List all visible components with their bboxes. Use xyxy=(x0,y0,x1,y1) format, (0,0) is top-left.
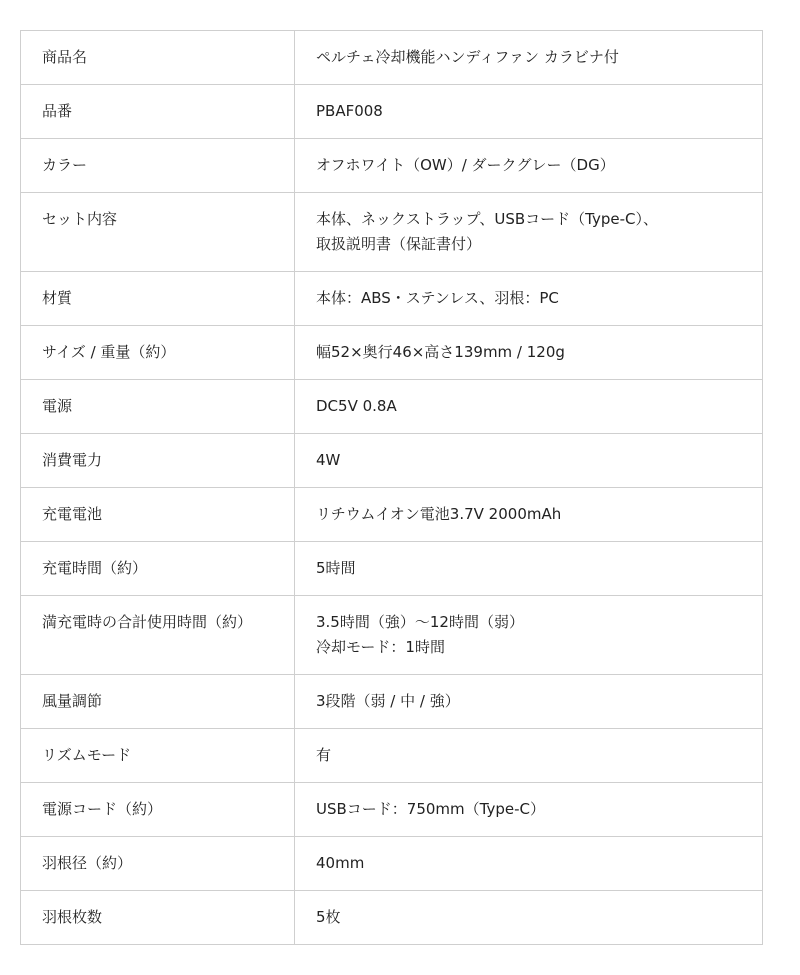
spec-label: 品番 xyxy=(21,85,295,139)
spec-label: 電源 xyxy=(21,380,295,434)
spec-value: リチウムイオン電池3.7V 2000mAh xyxy=(295,488,763,542)
spec-row-size-weight xyxy=(21,326,763,380)
spec-value: USBコード：750mm（Type-C） xyxy=(295,783,763,837)
spec-row-color xyxy=(21,139,763,193)
spec-label: カラー xyxy=(21,139,295,193)
product-spec-table xyxy=(20,30,763,945)
spec-row-material xyxy=(21,272,763,326)
spec-row-power-source xyxy=(21,380,763,434)
spec-row-product-name xyxy=(21,31,763,85)
spec-value: 5時間 xyxy=(295,542,763,596)
spec-row-blade-diameter xyxy=(21,837,763,891)
spec-label: 風量調節 xyxy=(21,675,295,729)
spec-value: DC5V 0.8A xyxy=(295,380,763,434)
spec-label: 充電電池 xyxy=(21,488,295,542)
spec-label: サイズ / 重量（約） xyxy=(21,326,295,380)
spec-label: 材質 xyxy=(21,272,295,326)
spec-label: 電源コード（約） xyxy=(21,783,295,837)
spec-row-package-contents xyxy=(21,193,763,272)
spec-value: 4W xyxy=(295,434,763,488)
spec-value: 有 xyxy=(295,729,763,783)
spec-label: 羽根径（約） xyxy=(21,837,295,891)
spec-row-model-number xyxy=(21,85,763,139)
spec-value: ペルチェ冷却機能ハンディファン カラビナ付 xyxy=(295,31,763,85)
spec-row-power-consumption xyxy=(21,434,763,488)
spec-row-charging-time xyxy=(21,542,763,596)
spec-row-airflow-settings xyxy=(21,675,763,729)
spec-label: セット内容 xyxy=(21,193,295,272)
spec-value: 本体：ABS・ステンレス、羽根：PC xyxy=(295,272,763,326)
spec-value: 3.5時間（強）〜12時間（弱） 冷却モード：1時間 xyxy=(295,596,763,675)
spec-value: 5枚 xyxy=(295,891,763,945)
spec-value: 40mm xyxy=(295,837,763,891)
spec-label: リズムモード xyxy=(21,729,295,783)
spec-label: 商品名 xyxy=(21,31,295,85)
spec-row-usage-time xyxy=(21,596,763,675)
spec-label: 羽根枚数 xyxy=(21,891,295,945)
spec-value: 幅52×奥行46×高さ139mm / 120g xyxy=(295,326,763,380)
spec-value: PBAF008 xyxy=(295,85,763,139)
spec-row-battery xyxy=(21,488,763,542)
spec-row-power-cord xyxy=(21,783,763,837)
spec-label: 充電時間（約） xyxy=(21,542,295,596)
spec-row-blade-count xyxy=(21,891,763,945)
spec-value: オフホワイト（OW）/ ダークグレー（DG） xyxy=(295,139,763,193)
spec-value: 本体、ネックストラップ、USBコード（Type-C）、 取扱説明書（保証書付） xyxy=(295,193,763,272)
spec-label: 消費電力 xyxy=(21,434,295,488)
spec-value: 3段階（弱 / 中 / 強） xyxy=(295,675,763,729)
spec-row-rhythm-mode xyxy=(21,729,763,783)
spec-label: 満充電時の合計使用時間（約） xyxy=(21,596,295,675)
